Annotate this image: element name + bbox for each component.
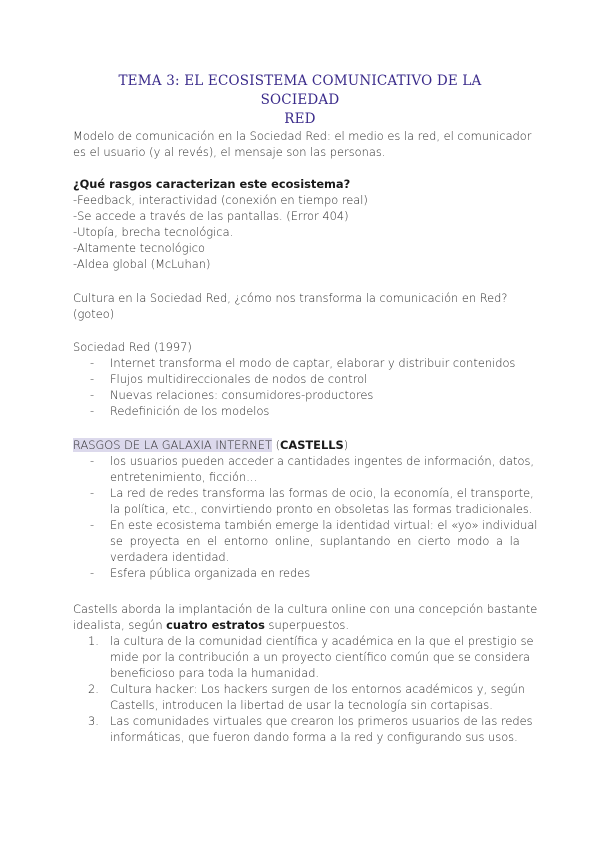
castells-list (73, 633, 533, 745)
question-item: -Feedback, interactividad (conexión en tiempo real) (73, 193, 368, 207)
list-item-text: Redefinición de los modelos (110, 404, 270, 418)
intro-line-1: Modelo de comunicación en la Sociedad Red: el medio es la red, el comunicador (73, 129, 532, 143)
list-item-line: los usuarios pueden acceder a cantidades ingentes de información, datos, (110, 454, 535, 468)
castells-section (73, 601, 538, 745)
dash-marker: - (90, 518, 95, 532)
list-item-line: mide por la contribución a un proyecto científico común que se considera (110, 650, 530, 664)
castells-text: idealista, según (73, 618, 167, 632)
sociedad-section (73, 339, 533, 419)
list-item-line: Castells, introducen la libertad de usar la tecnología sin cortapisas. (110, 698, 493, 712)
dash-marker: - (90, 454, 95, 468)
title-line-1: TEMA 3: EL ECOSISTEMA COMUNICATIVO DE LA SOCIEDAD (118, 73, 482, 108)
list-item-line: verdadera identidad. (110, 550, 230, 564)
cultura-line-1: Cultura en la Sociedad Red, ¿cómo nos transforma la comunicación en Red? (73, 291, 508, 305)
rasgos-heading (73, 437, 533, 453)
dash-marker: - (90, 356, 95, 370)
rasgos-heading-author: CASTELLS (280, 438, 344, 452)
list-item (73, 517, 538, 565)
list-item-line: informáticas, que fueron dando forma a la red y configurando sus usos. (110, 730, 518, 744)
question-section (73, 176, 533, 272)
list-item (73, 387, 533, 403)
sociedad-heading: Sociedad Red (1997) (73, 340, 192, 354)
intro-paragraph (73, 128, 533, 160)
list-item (73, 485, 533, 517)
list-item (73, 565, 533, 581)
title-line-2: RED (284, 111, 316, 127)
castells-text: superpuestos. (264, 618, 349, 632)
list-item-line: Cultura hacker: Los hackers surgen de los entornos académicos y, según (110, 682, 525, 696)
list-item-line: se proyecta en el entorno online, suplantando en cierto modo a la (110, 534, 520, 548)
page-title (80, 72, 520, 129)
castells-emphasis: cuatro estratos (166, 618, 265, 632)
question-item: -Utopía, brecha tecnológica. (73, 225, 234, 239)
list-item (73, 713, 533, 745)
question-item: -Aldea global (McLuhan) (73, 257, 211, 271)
list-item-text: Nuevas relaciones: consumidores-productores (110, 388, 374, 402)
list-item-text: Flujos multidireccionales de nodos de control (110, 372, 368, 386)
list-item-line: entretenimiento, ficción... (110, 470, 258, 484)
list-item-line: la cultura de la comunidad científica y académica en la que el prestigio se (110, 634, 534, 648)
rasgos-heading-highlight: RASGOS DE LA GALAXIA INTERNET (73, 438, 272, 452)
cultura-paragraph (73, 290, 533, 322)
list-item-line: beneficioso para toda la humanidad. (110, 666, 320, 680)
rasgos-heading-paren: ( (271, 438, 281, 452)
number-marker: 1. (88, 634, 99, 648)
question-heading: ¿Qué rasgos caracterizan este ecosistema? (73, 177, 351, 191)
rasgos-heading-paren: ) (343, 438, 349, 452)
castells-line-1: Castells aborda la implantación de la cultura online con una concepción bastante (73, 602, 538, 616)
rasgos-section (73, 437, 538, 581)
number-marker: 2. (88, 682, 99, 696)
list-item-line: Las comunidades virtuales que crearon los primeros usuarios de las redes (110, 714, 533, 728)
rasgos-list (73, 453, 538, 581)
cultura-line-2: (goteo) (73, 307, 115, 321)
dash-marker: - (90, 372, 95, 386)
list-item-line: la política, etc., convirtiendo pronto en obsoletas las formas tradicionales. (110, 502, 533, 516)
dash-marker: - (90, 388, 95, 402)
sociedad-list (73, 355, 533, 419)
dash-marker: - (90, 566, 95, 580)
question-item: -Se accede a través de las pantallas. (Error 404) (73, 209, 349, 223)
dash-marker: - (90, 404, 95, 418)
castells-line-2 (73, 617, 533, 633)
list-item (73, 681, 533, 713)
number-marker: 3. (88, 714, 99, 728)
dash-marker: - (90, 486, 95, 500)
list-item (73, 453, 533, 485)
list-item (73, 355, 533, 371)
list-item (73, 633, 533, 681)
list-item (73, 371, 533, 387)
question-item: -Altamente tecnológico (73, 241, 205, 255)
intro-line-2: es el usuario (y al revés), el mensaje son las personas. (73, 145, 386, 159)
list-item-line: La red de redes transforma las formas de ocio, la economía, el transporte, (110, 486, 534, 500)
list-item-text: Internet transforma el modo de captar, elaborar y distribuir contenidos (110, 356, 516, 370)
list-item-line: En este ecosistema también emerge la identidad virtual: el «yo» individual (110, 518, 538, 532)
list-item (73, 403, 533, 419)
list-item-line: Esfera pública organizada en redes (110, 566, 311, 580)
